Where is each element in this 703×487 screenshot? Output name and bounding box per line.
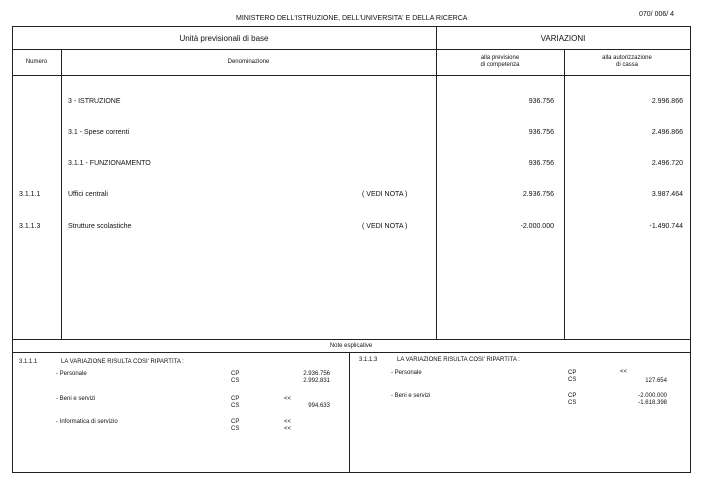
cs-label: CS (231, 403, 240, 409)
row-cassa: -1.490.744 (649, 223, 683, 230)
row-competenza: 936.756 (528, 98, 554, 105)
cp-label: CP (231, 419, 240, 425)
cs-value: 127.654 (645, 378, 667, 384)
cs-value: 2.992.831 (303, 378, 330, 384)
cs-label: CS (231, 378, 240, 384)
row-cassa: 3.987.464 (651, 191, 683, 198)
cs-label: CS (568, 377, 577, 383)
cs-value: << (284, 426, 292, 432)
cp-label: CP (568, 370, 577, 376)
row-numero: 3.1.1.3 (19, 223, 41, 230)
row-denominazione: 3.1 - Spese correnti (68, 129, 130, 136)
row-denominazione: 3.1.1 - FUNZIONAMENTO (68, 160, 151, 167)
note-heading: LA VARIAZIONE RISULTA COSI' RIPARTITA : (397, 357, 520, 363)
note-code: 3.1.1.3 (359, 357, 378, 363)
cp-value: << (284, 419, 292, 425)
note-item-label: - Informatica di servizio (56, 419, 118, 425)
row-competenza: 2.936.756 (522, 191, 554, 198)
cp-label: CP (568, 393, 577, 399)
row-denominazione: Uffici centrali (68, 191, 108, 198)
row-denominazione: 3 - ISTRUZIONE (68, 98, 121, 105)
page-code: 070/ 006/ 4 (639, 11, 675, 18)
row-cassa: 2.996.866 (651, 98, 683, 105)
column-header-cassa: alla autorizzazione di cassa (602, 55, 652, 68)
cs-value: 994.633 (308, 403, 330, 409)
cs-label: CS (568, 400, 577, 406)
cp-label: CP (231, 396, 240, 402)
note-code: 3.1.1.1 (19, 359, 38, 365)
ministry-title: MINISTERO DELL'ISTRUZIONE, DELL'UNIVERSITA' E DELLA RICERCA (236, 15, 468, 22)
cs-value: -1.618.398 (638, 400, 667, 406)
note-item-label: - Personale (56, 371, 87, 377)
row-competenza: -2.000.000 (520, 223, 554, 230)
row-competenza: 936.756 (528, 160, 554, 167)
vedi-nota-link[interactable]: ( VEDI NOTA ) (362, 191, 408, 198)
cp-value: -2.000.000 (638, 393, 667, 399)
row-cassa: 2.496.866 (651, 129, 683, 136)
group-header-variazioni: VARIAZIONI (540, 34, 586, 43)
row-denominazione: Strutture scolastiche (68, 223, 132, 230)
note-item-label: - Beni e servizi (391, 393, 431, 399)
notes-title: Note esplicative (329, 343, 373, 349)
group-header-upb: Unità previsionali di base (179, 34, 269, 43)
vedi-nota-link[interactable]: ( VEDI NOTA ) (362, 223, 408, 230)
cp-value: 2.936.756 (303, 371, 330, 377)
note-item-label: - Personale (391, 370, 422, 376)
column-header-competenza: alla previsione di competenza (480, 55, 520, 68)
cp-label: CP (231, 371, 240, 377)
column-header-denominazione: Denominazione (227, 59, 270, 65)
note-item-label: - Beni e servizi (56, 396, 96, 402)
row-cassa: 2.496.720 (651, 160, 683, 167)
row-numero: 3.1.1.1 (19, 191, 41, 198)
note-heading: LA VARIAZIONE RISULTA COSI' RIPARTITA : (61, 359, 184, 365)
cs-label: CS (231, 426, 240, 432)
cp-value: << (620, 369, 628, 375)
column-header-numero: Numero (25, 59, 48, 65)
cp-value: << (284, 396, 292, 402)
row-competenza: 936.756 (528, 129, 554, 136)
